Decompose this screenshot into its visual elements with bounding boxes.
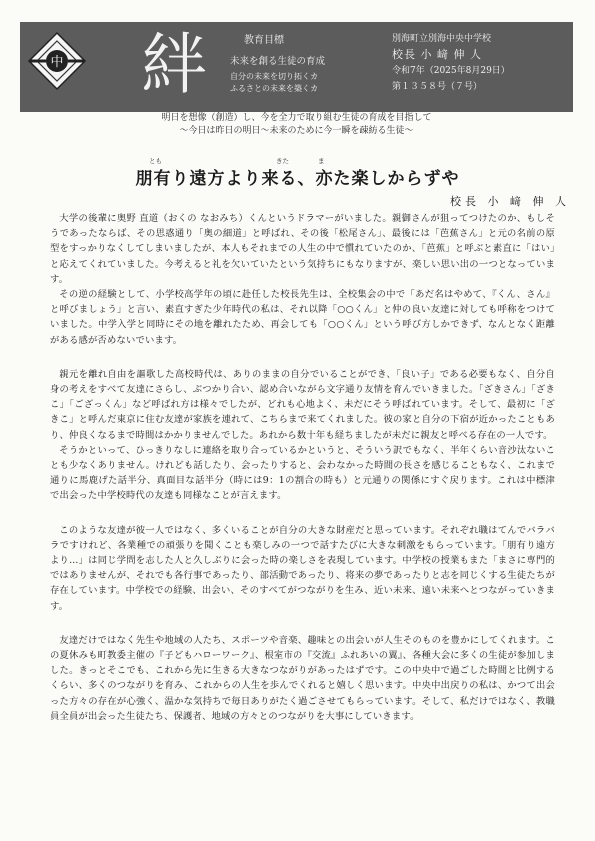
education-goal: [230, 31, 360, 95]
paragraph: その逆の経験として、小学校高学年の頃に赴任した校長先生は、全校集会の中で「あだ名はやめて、『くん、さん』と呼びましょう」と言い、素直すぎた少年時代の私は、それ以降「○○くん」と仲の良い友達に対しても呼称をつけていました。中学入学と同時にその地を離れたため、再会しても「○○くん」という呼び方しかできず、なんとなく距離がある感が否めないでいます。: [50, 289, 555, 346]
article-title-wrap: [0, 164, 595, 189]
paragraph: このような友達が彼一人ではなく、多くいることが自分の大きな財産だと思っています。それぞれ職はてんでバラバラですけれど、各業種での頑張りを聞くことも楽しみの一つで話すたびに大きな刺激をもらっています。「朋有り遠方より…」は同じ学問を志した人と久しぶりに会った時の楽しさを表現しています。中学校の授業もまた「まさに専門的ではありませんが、それでも各行事であったり、部活動であったり、将来の夢であったりと志を同じくする生徒たちが存在しています。中学校での経験、出会い、そのすべてがつながりを生み、近い未来、遠い未来へとつながっていきます。: [50, 524, 555, 612]
header-principal: 校長 小 﨑 伸 人: [392, 48, 482, 61]
ruby-tomo: とも: [149, 157, 162, 165]
issue-date: 令和7年（2025年8月29日）: [392, 66, 510, 76]
ruby-kitaru: きた: [276, 157, 289, 165]
school-emblem-icon: [26, 30, 88, 92]
goal-title: 教育目標: [244, 35, 284, 46]
school-slogan: [20, 112, 573, 138]
issue-number: 第１３５８号（７号）: [392, 82, 483, 92]
paragraph: 友達だけではなく先生や地域の人たち、スポーツや音楽、趣味との出会いが人生そのものを豊かにしてくれます。この夏休みも町教委主催の『子どもハローワーク』、根室市の『交流』ふれあいの翼』、各種大会に多くの生徒が参加しました。きっとそこでも、これから先に生きる大きなつながりがあったはずです。この中央中で過ごした時間と比例するくらい、多くのつながりを育み、これからの人生を歩んでくれると嬉しく思います。中央中出戻りの私は、かつて出会った方々の存在が心強く、温かな気持ちで毎日ありがたく過ごさせてもらっています。そして、私だけではなく、教職員全員が出会った生徒たち、保護者、地域の方々とのつながりを大事にしていきます。: [50, 634, 555, 722]
article-body: [50, 211, 555, 724]
slogan-line-1: 明日を想像（創造）し、今を全力で取り組む生徒の育成を目指して: [161, 113, 432, 123]
ruby-mata: ま: [318, 157, 325, 165]
paragraph: 親元を離れ自由を謳歌した高校時代は、ありのままの自分でいることができ、「良い子」である必要もなく、自分自身の考えをすべて友達にさらし、ぶつかり合い、認め合いながら文字通り友情を育んでいきました。「ざきさん」「ざきこ」「ござっくん」など呼ばれ方は様々でしたが、どれも心地よく、未だにそう呼ばれています。そして、最初に「ざきこ」と呼んだ東京に住む友達が家族を連れて、こちらまで来てくれました。彼の家と自分の下宿が近かったこともあり、仲良くなるまで時間はかかりませんでした。あれから数十年も経ちましたが未だに親友と呼べる存在の一人です。: [50, 368, 555, 441]
school-name: 別海町立別海中央中学校: [392, 34, 492, 44]
paragraph: 大学の後輩に奥野 直道（おくの なおみち）くんというドラマーがいました。親御さんが狙ってつけたのか、もしそうであったならば、その思惑通り「奥の細道」と呼ばれ、その後「松尾さん」、最後には「芭蕉さん」と元の名前の原型をすっかりなくしてしまいましたが、本人もそれまでの人生の中で慣れていたのか、「芭蕉」と呼ぶと素直に「はい」と応えてくれていました。今考えると礼を欠いていたという気持ちにもなりますが、楽しい思い出の一つとなっています。: [50, 213, 555, 285]
goal-sub-2: ふるさとの未来を築くカ: [230, 84, 318, 93]
school-info: [392, 31, 567, 95]
newsletter-title-char: 絆: [141, 26, 207, 103]
paragraph-gap: [50, 348, 555, 367]
slogan-line-2: ～今日は昨日の明日～未来のために今一瞬を疎紡る生徒～: [179, 126, 414, 136]
goal-sub-1: 自分の未来を切り拓くカ: [230, 72, 318, 81]
newsletter-header: [20, 22, 573, 112]
paragraph: そうかといって、ひっきりなしに連絡を取り合っているかというと、そういう訳でもなく、半年くらい音沙汰ないことも少なくありません。けれども話したり、会ったりすると、会わなかった時間の長さを感じることもなく、これまで通りに馬鹿げた話半分、真面目な話半分（時には9：1の割合の時も）と元通りの関係にすぐ戻ります。これは中標津で出会った中学校時代の友達も同様なことが言えます。: [50, 444, 555, 502]
paragraph-gap: [50, 614, 555, 633]
paragraph-gap: [50, 504, 555, 523]
article-author: 校長 小 﨑 伸 人: [450, 195, 570, 208]
goal-main: 未来を創る生徒の育成: [230, 56, 326, 67]
emblem-label: 中: [50, 55, 64, 70]
article-title: 朋有り遠方より来る、亦た楽しからずや: [135, 169, 460, 189]
